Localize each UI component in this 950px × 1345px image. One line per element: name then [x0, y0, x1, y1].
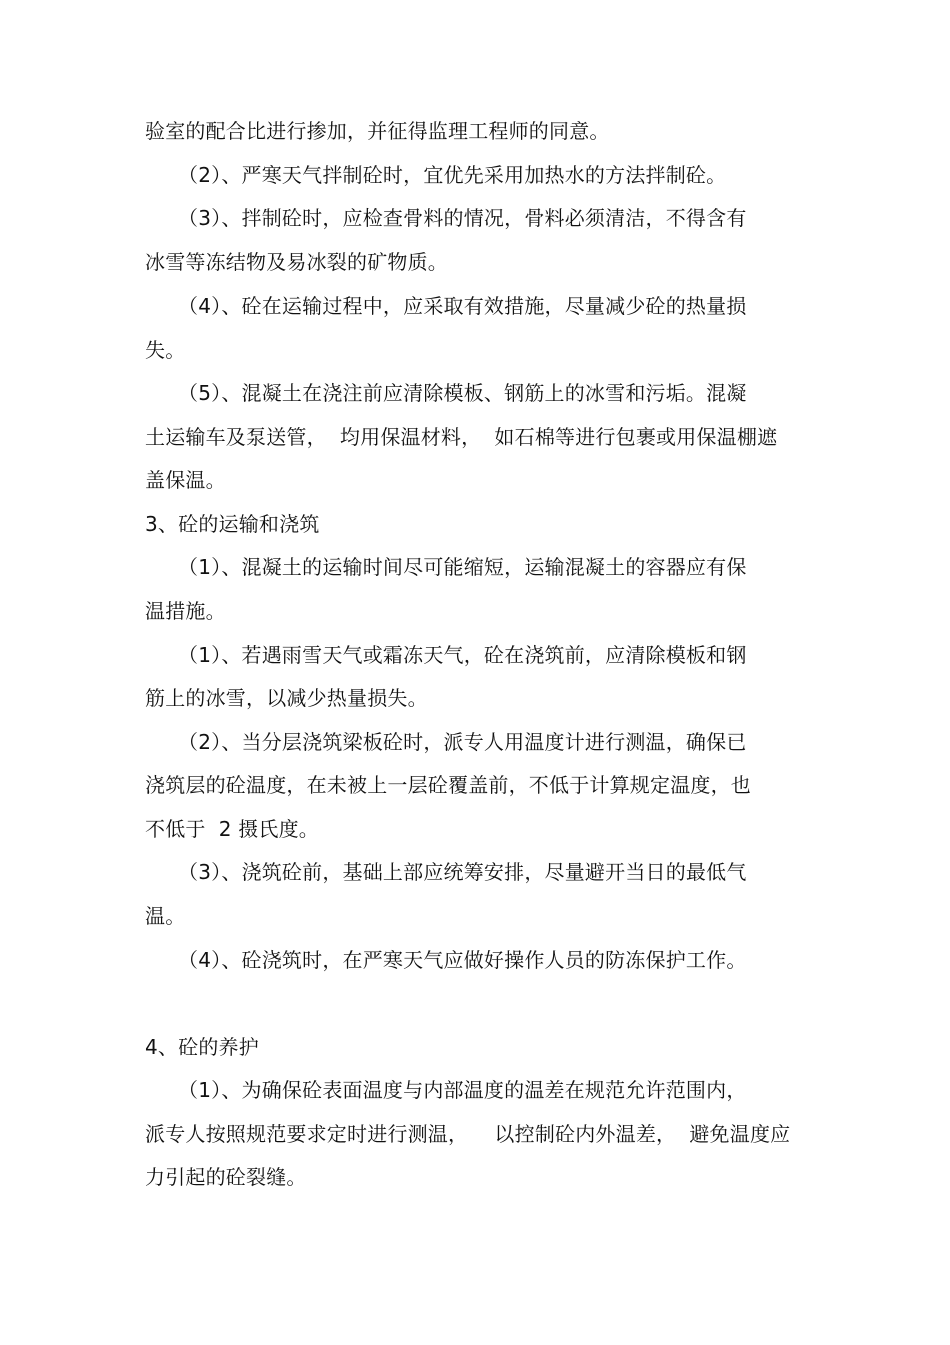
text-line: （3）、拌制砼时，应检查骨料的情况，骨料必须清洁，不得含有 [178, 206, 747, 230]
text-line: （1）、混凝土的运输时间尽可能缩短，运输混凝土的容器应有保 [178, 555, 747, 579]
text-line: 温。 [145, 904, 186, 928]
text-line: 浇筑层的砼温度，在未被上一层砼覆盖前，不低于计算规定温度，也 [145, 773, 751, 797]
text-line: （4）、砼在运输过程中，应采取有效措施，尽量减少砼的热量损 [178, 294, 747, 318]
text-line: （1）、若遇雨雪天气或霜冻天气，砼在浇筑前，应清除模板和钢 [178, 643, 747, 667]
text-line: 冰雪等冻结物及易冰裂的矿物质。 [145, 250, 448, 274]
text-line: 筋上的冰雪，以减少热量损失。 [145, 686, 428, 710]
text-line: （4）、砼浇筑时，在严寒天气应做好操作人员的防冻保护工作。 [178, 948, 747, 972]
text-line: 验室的配合比进行掺加，并征得监理工程师的同意。 [145, 119, 610, 143]
text-line: （3）、浇筑砼前，基础上部应统筹安排，尽量避开当日的最低气 [178, 860, 747, 884]
text-line: （2）、当分层浇筑梁板砼时，派专人用温度计进行测温，确保已 [178, 730, 747, 754]
text-line: （5）、混凝土在浇注前应清除模板、钢筋上的冰雪和污垢。混凝 [178, 381, 747, 405]
text-line: （1）、为确保砼表面温度与内部温度的温差在规范允许范围内， [178, 1078, 747, 1102]
text-line: （2）、严寒天气拌制砼时，宜优先采用加热水的方法拌制砼。 [178, 163, 727, 187]
text-line: 不低于 2 摄氏度。 [145, 817, 319, 841]
text-line: 失。 [145, 338, 186, 362]
text-line: 土运输车及泵送管， 均用保温材料， 如石棉等进行包裹或用保温棚遮 [145, 425, 778, 449]
text-line: 派专人按照规范要求定时进行测温， 以控制砼内外温差， 避免温度应 [145, 1122, 791, 1146]
text-line: 温措施。 [145, 599, 226, 623]
text-line: 力引起的砼裂缝。 [145, 1165, 307, 1189]
section-heading: 3、砼的运输和浇筑 [145, 512, 320, 536]
text-line: 盖保温。 [145, 468, 226, 492]
section-heading: 4、砼的养护 [145, 1035, 259, 1059]
